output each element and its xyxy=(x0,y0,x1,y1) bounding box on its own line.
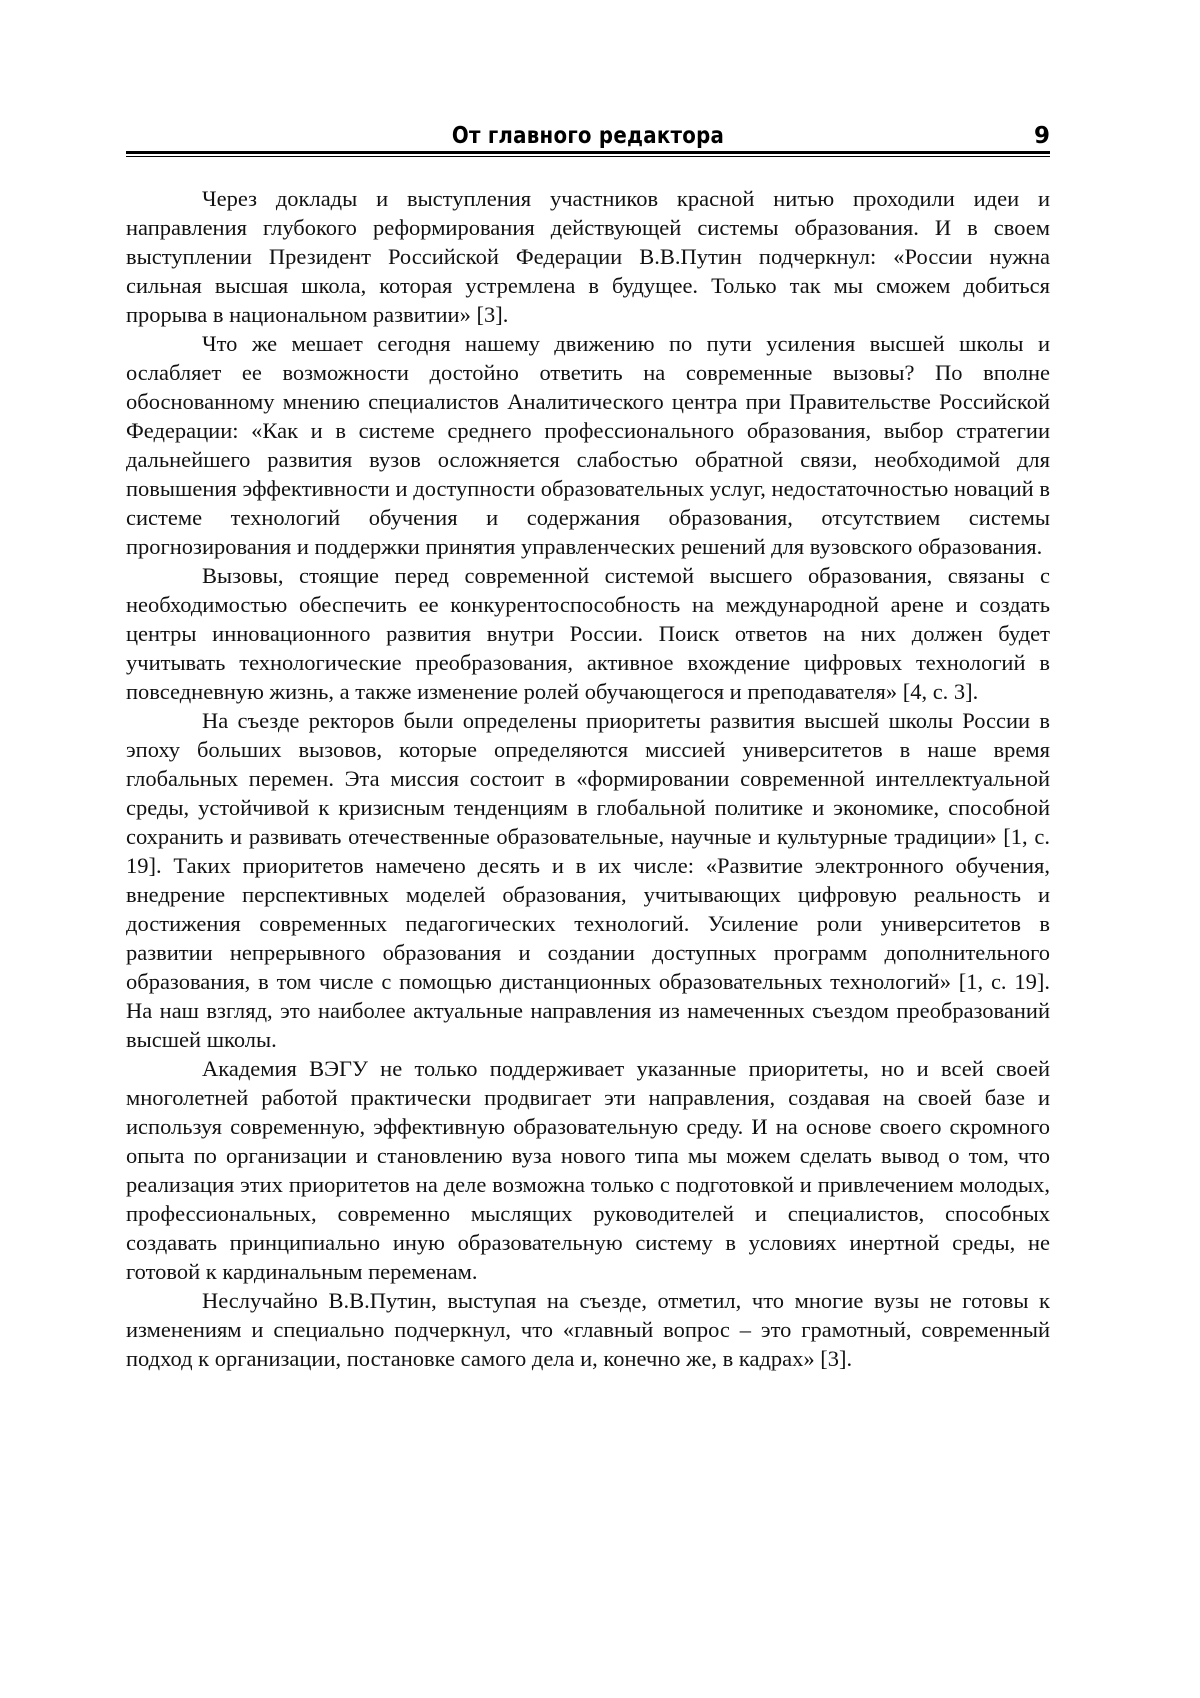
paragraph-6: Неслучайно В.В.Путин, выступая на съезде, отметил, что многие вузы не готовы к изменениям и специально подчеркнул, что «главный вопрос – это грамотный, современный подход к организации, постановке самого дела и, конечно же, в кадрах» [3]. xyxy=(126,1288,1050,1371)
paragraph-2: Что же мешает сегодня нашему движению по пути усиления высшей школы и ослабляет ее возможности достойно ответить на современные вызовы? По вполне обоснованному мнению специалистов Аналитического центра при Правительстве Российской Федерации: «Как и в системе среднего профессионального образования, выбор стратегии дальнейшего развития вузов осложняется слабостью обратной связи, необходимой для повышения эффективности и доступности образовательных услуг, недостаточностью новаций в системе технологий обучения и содержания образования, отсутствием системы прогнозирования и поддержки принятия управленческих решений для вузовского образования. xyxy=(126,331,1050,559)
section-title: От главного редактора xyxy=(451,123,725,149)
paragraph-5: Академия ВЭГУ не только поддерживает указанные приоритеты, но и всей своей многолетней работой практически продвигает эти направления, создавая на своей базе и используя современную, эффективную образовательную среду. И на основе своего скромного опыта по организации и становлению вуза нового типа мы можем сделать вывод о том, что реализация этих приоритетов на деле возможна только с подготовкой и привлечением молодых, профессиональных, современно мыслящих руководителей и специалистов, способных создавать принципиально иную образовательную систему в условиях инертной среды, не готовой к кардинальным переменам. xyxy=(126,1056,1050,1284)
paragraph-4: На съезде ректоров были определены приоритеты развития высшей школы России в эпоху больших вызовов, которые определяются миссией университетов в наше время глобальных перемен. Эта миссия состоит в «формировании современной интеллектуальной среды, устойчивой к кризисным тенденциям в глобальной политике и экономике, способной сохранить и развивать отечественные образовательные, научные и культурные традиции» [1, с. 19]. Таких приоритетов намечено десять и в их числе: «Развитие электронного обучения, внедрение перспективных моделей образования, учитывающих цифровую реальность и достижения современных педагогических технологий. Усиление роли университетов в развитии непрерывного образования и создании доступных программ дополнительного образования, в том числе с помощью дистанционных образовательных технологий» [1, с. 19]. На наш взгляд, это наиболее актуальные направления из намеченных съездом преобразований высшей школы. xyxy=(126,708,1050,1052)
body-text xyxy=(126,184,1050,1373)
paragraph-1: Через доклады и выступления участников красной нитью проходили идеи и направления глубокого реформирования действующей системы образования. И в своем выступлении Президент Российской Федерации В.В.Путин подчеркнул: «России нужна сильная высшая школа, которая устремлена в будущее. Только так мы сможем добиться прорыва в национальном развитии» [3]. xyxy=(126,186,1050,327)
paragraph-3: Вызовы, стоящие перед современной системой высшего образования, связаны с необходимостью обеспечить ее конкурентоспособность на международной арене и создать центры инновационного развития внутри России. Поиск ответов на них должен будет учитывать технологические преобразования, активное вхождение цифровых технологий в повседневную жизнь, а также изменение ролей обучающегося и преподавателя» [4, с. 3]. xyxy=(126,563,1050,704)
page-number: 9 xyxy=(1033,123,1050,149)
header-rule-thin xyxy=(126,156,1050,157)
header-rule-thick xyxy=(126,151,1050,154)
running-header xyxy=(126,122,1050,158)
